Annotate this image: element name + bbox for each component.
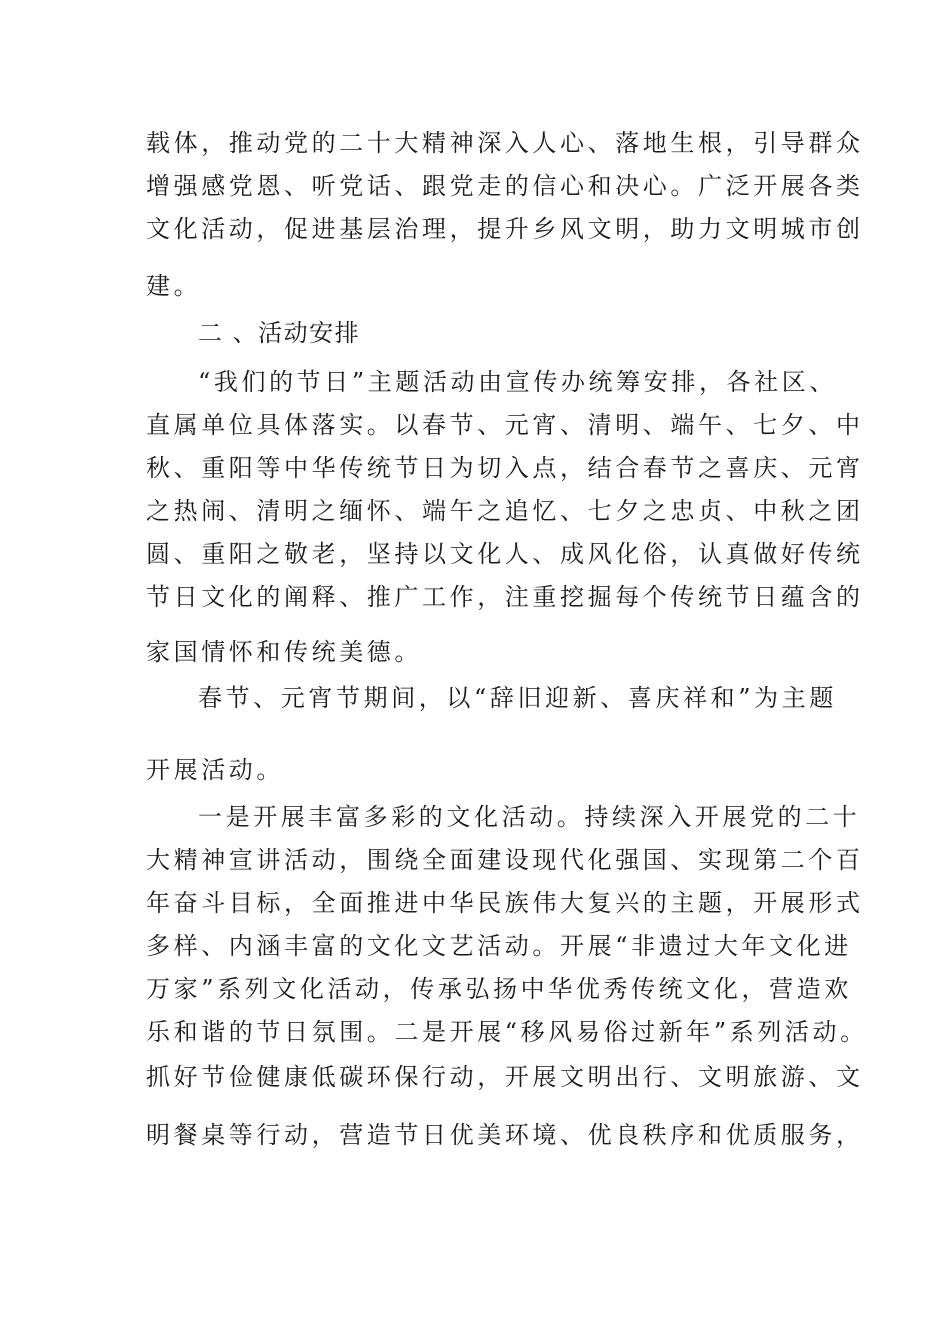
paragraph-2-line-5: 圆、重阳之敬老，坚持以文化人、成风化俗，认真做好传统 <box>146 540 864 568</box>
paragraph-1-line-1: 载体，推动党的二十大精神深入人心、落地生根，引导群众 <box>146 129 864 157</box>
paragraph-1-line-3: 文化活动，促进基层治理，提升乡风文明，助力文明城市创 <box>146 215 864 243</box>
paragraph-2-line-1: “我们的节日”主题活动由宣传办统筹安排，各社区、 <box>198 368 837 396</box>
paragraph-3-line-1: 春节、元宵节期间，以“辞旧迎新、喜庆祥和”为主题 <box>198 684 837 712</box>
paragraph-2-line-3: 秋、重阳等中华传统节日为切入点，结合春节之喜庆、元宵 <box>146 454 864 482</box>
paragraph-4-line-6: 乐和谐的节日氛围。二是开展“移风易俗过新年”系列活动。 <box>146 1018 868 1046</box>
paragraph-3-line-2: 开展活动。 <box>146 756 284 784</box>
paragraph-4-line-1: 一是开展丰富多彩的文化活动。持续深入开展党的二十 <box>198 803 861 831</box>
paragraph-4-line-8: 明餐桌等行动，营造节日优美环境、优良秩序和优质服务， <box>146 1121 864 1149</box>
paragraph-2-line-6: 节日文化的阐释、推广工作，注重挖掘每个传统节日蕴含的 <box>146 583 864 611</box>
paragraph-4-line-4: 多样、内涵丰富的文化文艺活动。开展“非遗过大年文化进 <box>146 932 852 960</box>
section-heading: 二 、活动安排 <box>198 319 361 347</box>
paragraph-4-line-2: 大精神宣讲活动，围绕全面建设现代化强国、实现第二个百 <box>146 846 864 874</box>
paragraph-4-line-3: 年奋斗目标，全面推进中华民族伟大复兴的主题，开展形式 <box>146 889 864 917</box>
paragraph-1-line-2: 增强感党恩、听党话、跟党走的信心和决心。广泛开展各类 <box>146 172 864 200</box>
paragraph-1-line-4: 建。 <box>146 272 202 300</box>
paragraph-2-line-4: 之热闹、清明之缅怀、端午之追忆、七夕之忠贞、中秋之团 <box>146 497 864 525</box>
paragraph-4-line-5: 万家”系列文化活动，传承弘扬中华优秀传统文化，营造欢 <box>146 975 852 1003</box>
paragraph-2-line-7: 家国情怀和传统美德。 <box>146 638 422 666</box>
paragraph-4-line-7: 抓好节俭健康低碳环保行动，开展文明出行、文明旅游、文 <box>146 1063 864 1091</box>
paragraph-2-line-2: 直属单位具体落实。以春节、元宵、清明、端午、七夕、中 <box>146 411 864 439</box>
